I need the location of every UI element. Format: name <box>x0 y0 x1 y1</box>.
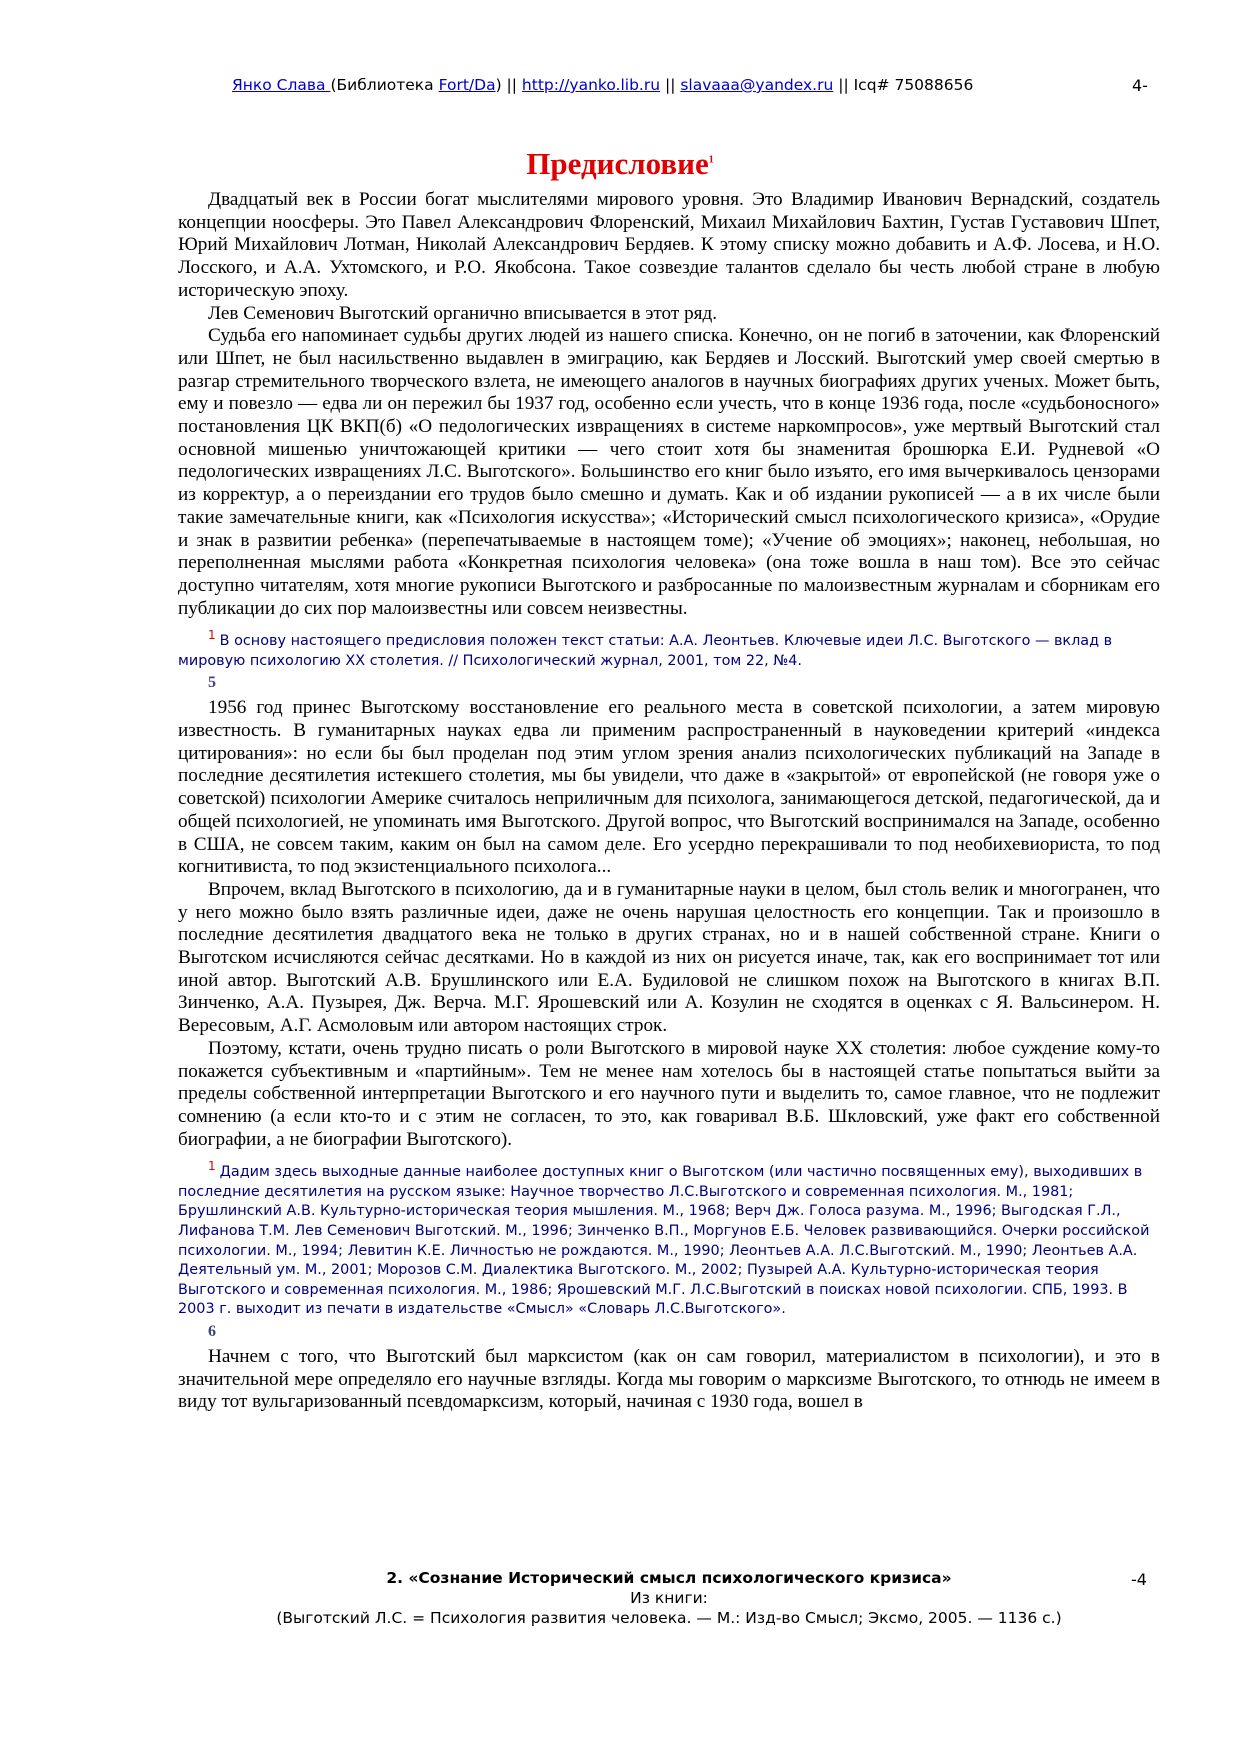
site-link[interactable]: http://yanko.lib.ru <box>521 76 661 94</box>
footnote-2-text: Дадим здесь выходные данные наиболее доступных книг о Выготском (или частично посвященных ему), выходивших в последние десятилетия на русском языке: Научное творчество Л.С.Выготского и современная психология. М., 1981; Брушлинский А.В. Культурно-историческая теория мышления. М., 1968; Верч Дж. Голоса разума. М., 1996; Выгодская Г.Л., Лифанова Т.М. Лев Семенович Выготский. М., 1996; Зинченко В.П., Моргунов Е.Б. Человек развивающийся. Очерки российской психологии. М., 1994; Левитин К.Е. Личностью не рождаются. М., 1990; Леонтьев А.А. Л.С.Выготский. М., 1990; Леонтьев А.А. Деятельный ум. М., 2001; Морозов С.М. Диалектика Выготского. М., 2002; Пузырей А.А. Культурно-историческая теория Выготского и современная психология. М., 1986; Ярошевский М.Г. Л.С.Выготский в поисках новой психологии. СПБ, 1993. В 2003 г. выходит из печати в издательстве «Смысл» «Словарь Л.С.Выготского». <box>178 1164 1150 1318</box>
page-marker-6: 6 <box>208 1322 216 1340</box>
paragraph-3: Судьба его напоминает судьбы других людей из нашего списка. Конечно, он не погиб в заточении, как Флоренский или Шпет, не был насильственно выдавлен в эмиграцию, как Бердяев и Лосский. Выготский умер своей смертью в разгар стремительного творческого взлета, не имеющего аналогов в научных биографиях других ученых. Может быть, ему и повезло — едва ли он пережил бы 1937 год, особенно если учесть, что в конце 1936 года, после «судьбоносного» постановления ЦК ВКП(б) «О педологических извращениях в системе наркомпросов», уже мертвый Выготский стал основной мишенью уничтожающей критики — чего стоит хотя бы знаменитая брошюрка Е.И. Рудневой «О педологических извращениях Л.С. Выготского». Большинство его книг было изъято, его имя вычеркивалось цензорами из корректур, а о переиздании его трудов было смешно и думать. Как и об издании рукописей — а в их числе были такие замечательные книги, как «Психология искусства»; «Исторический смысл психологического кризиса», «Орудие и знак в развитии ребенка» (перепечатываемые в настоящем томе); «Учение об эмоциях»; наконец, небольшая, но переполненная мыслями работа «Конкретная психология человека» (она тоже вошла в наш том). Все это сейчас доступно читателям, хотя многие рукописи Выготского и разбросанные по малоизвестным журналам и сборникам его публикации до сих пор малоизвестны или совсем неизвестны. <box>178 325 1160 619</box>
library-link[interactable]: Fort/Da <box>438 76 496 94</box>
paragraph-4: 1956 год принес Выготскому восстановление его реального места в советской психологии, а затем мировую известность. В гуманитарных науках едва ли применим распространенный в науковедении критерий «индекса цитирования»: но если бы был проделан под этим углом зрения анализ психологических публикаций на Западе в последние десятилетия истекшего столетия, мы бы увидели, что даже в «закрытой» от европейской (не говоря уже о советской) психологии Америке считалось неприличным для психолога, занимающегося детской, педагогической, да и общей психологией, не упоминать имя Выготского. Другой вопрос, что Выготский воспринимался на Западе, особенно в США, не совсем таким, каким он был на самом деле. Его усердно перекрашивали то под необихевиориста, то под когнитивиста, то под экзистенциального психолога... <box>178 697 1160 878</box>
paragraph-5: Впрочем, вклад Выготского в психологию, да и в гуманитарные науки в целом, был столь велик и многогранен, что у него можно было взять различные идеи, даже не очень нарушая целостность его концепции. Так и произошло в последние десятилетия двадцатого века не только в других странах, но и в нашей собственной стране. Книги о Выготском исчисляются сейчас десятками. Но в каждой из них он рисуется иначе, так, как его воспринимает тот или иной автор. Выготский А.В. Брушлинского или Е.А. Будиловой не слишком похож на Выготского в книгах В.П. Зинченко, А.А. Пузырея, Дж. Верча. М.Г. Ярошевский или А. Козулин не сходятся в оценках с Я. Вальсинером. Н. Вересовым, А.Г. Асмоловым или автором настоящих строк. <box>178 878 1160 1037</box>
page-number-top: 4- <box>1132 76 1148 95</box>
page-marker-5: 5 <box>208 674 216 692</box>
title-footnote-mark: 1 <box>708 154 714 166</box>
footer-citation: (Выготский Л.С. = Психология развития человека. — М.: Изд-во Смысл; Эксмо, 2005. — 1136 с.) <box>276 1609 1062 1627</box>
page-number-bottom: -4 <box>1131 1570 1147 1589</box>
library-prefix: (Библиотека <box>330 76 439 94</box>
paragraph-7: Начнем с того, что Выготский был марксистом (как он сам говорил, материалистом в психологии), и это в значительной мере определяло его научные взгляды. Когда мы говорим о марксизме Выготского, то отнюдь не имеем в виду тот вульгаризованный псевдомарксизм, который, начиная с 1930 года, вошел в <box>178 1345 1160 1413</box>
icq-text: || Icq# 75088656 <box>833 76 974 94</box>
paragraph-1: Двадцатый век в России богат мыслителями мирового уровня. Это Владимир Иванович Вернадский, создатель концепции ноосферы. Это Павел Александрович Флоренский, Михаил Михайлович Бахтин, Густав Густавович Шпет, Юрий Михайлович Лотман, Николай Александрович Бердяев. К этому списку можно добавить и А.Ф. Лосева, и Н.О. Лосского, и А.А. Ухтомского, и Р.О. Якобсона. Такое созвездие талантов сделало бы честь любой стране в любую историческую эпоху. <box>178 189 1160 301</box>
footnote-1-text: В основу настоящего предисловия положен текст статьи: А.А. Леонтьев. Ключевые идеи Л.С. Выготского — вклад в мировую психологию XX столетия. // Психологический журнал, 2001, том 22, №4. <box>178 633 1113 669</box>
footnote-1 <box>178 626 1160 671</box>
paragraph-6: Поэтому, кстати, очень трудно писать о роли Выготского в мировой науке XX столетия: любое суждение кому-то покажется субъективным и «партийным». Тем не менее нам хотелось бы в настоящей статье попытаться выйти за пределы собственной интерпретации Выготского и его научного пути и выделить то, самое главное, что не подлежит сомнению (а если кто-то и с этим не согласен, то это, как говаривал В.Б. Шкловский, уже факт его собственной биографии, а не биографии Выготского). <box>178 1037 1160 1150</box>
document-body <box>178 189 1160 1414</box>
footnote-2 <box>178 1157 1160 1320</box>
library-suffix: ) || <box>495 76 522 94</box>
page-footer <box>178 1568 1160 1628</box>
author-link[interactable]: Янко Слава <box>232 76 331 94</box>
header-separator: || <box>660 76 681 94</box>
footer-book-label: Из книги: <box>630 1589 708 1607</box>
footer-title: 2. «Сознание Исторический смысл психологического кризиса» <box>386 1569 952 1587</box>
email-link[interactable]: slavaaa@yandex.ru <box>680 76 834 94</box>
footnote-2-mark: 1 <box>208 1159 216 1174</box>
footnote-1-mark: 1 <box>208 628 216 643</box>
page-header <box>232 76 1152 94</box>
page-title <box>0 146 1240 182</box>
paragraph-2: Лев Семенович Выготский органично вписывается в этот ряд. <box>208 302 718 324</box>
title-text: Предисловие <box>526 146 709 181</box>
